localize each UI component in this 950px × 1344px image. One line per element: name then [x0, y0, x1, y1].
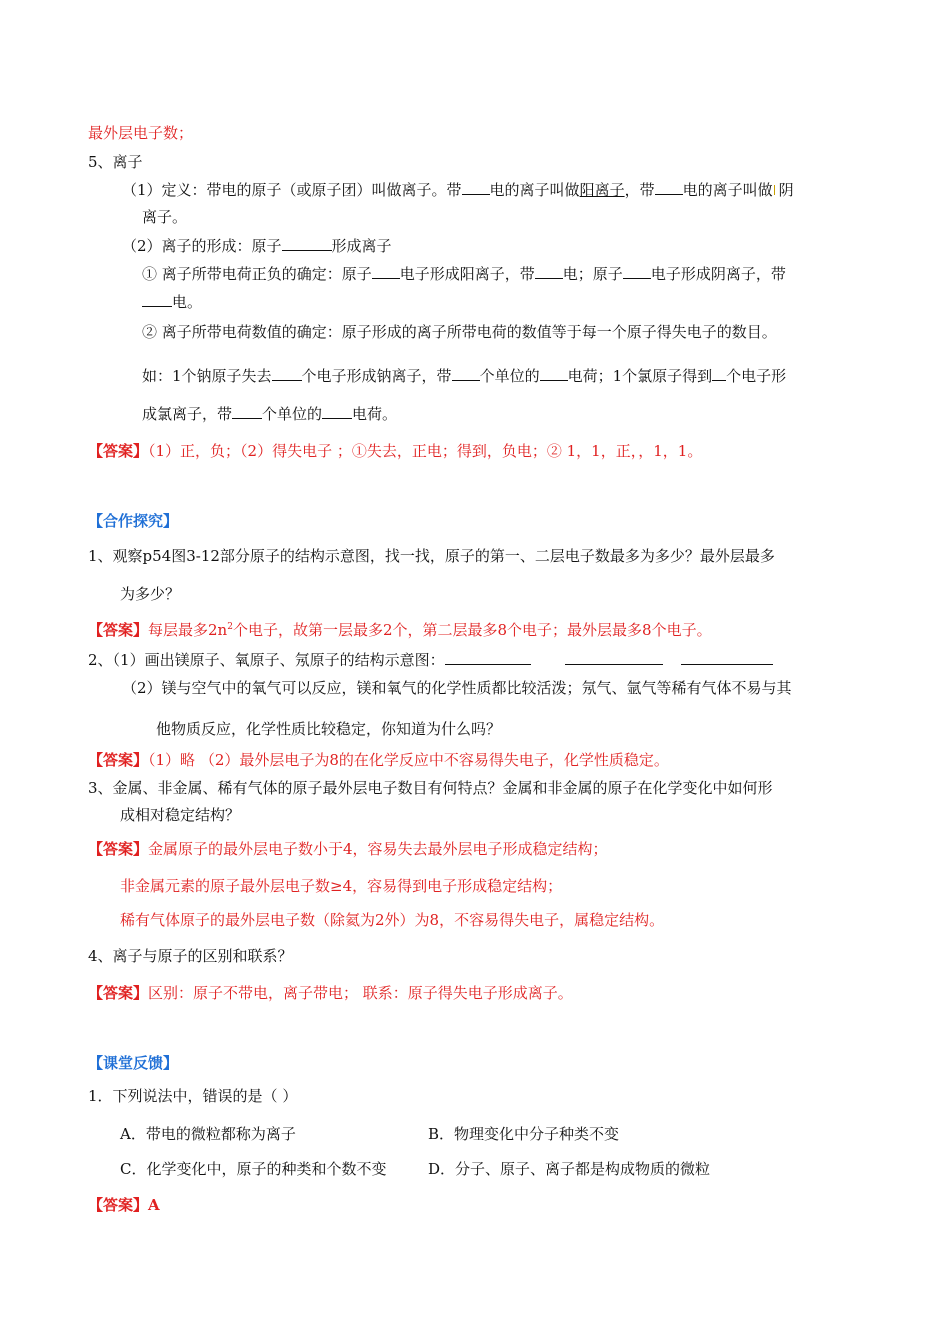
example-text-a: 如：1个钠原子失去 [142, 367, 272, 385]
option-b: B．物理变化中分子种类不变 [428, 1125, 620, 1143]
answer-tag: 【答案】 [88, 621, 149, 639]
cation-term: 阳离子 [579, 181, 625, 199]
example-line-1 [142, 366, 786, 386]
example-line-2 [142, 404, 397, 424]
blank [272, 366, 302, 381]
definition-text-b: 电的离子叫做 [489, 181, 580, 199]
option-d: D．分子、原子、离子都是构成物质的微粒 [428, 1160, 711, 1178]
point-1-text-b: 电子形成阳离子，带 [399, 265, 535, 283]
example2-text-c: 电荷。 [352, 405, 398, 423]
explore-a4-line [88, 983, 573, 1003]
blank [452, 366, 480, 381]
explore-q2-2-cont: 他物质反应，化学性质比较稳定，你知道为什么吗？ [156, 720, 502, 738]
explore-a2-line [88, 750, 669, 770]
blank [540, 366, 568, 381]
explore-a3-3: 稀有气体原子的最外层电子数（除氦为2外）为8，不容易得失电子，属稳定结构。 [120, 911, 665, 929]
answer-5-line [88, 441, 702, 461]
explore-q2-1: 2、（1）画出镁原子、氧原子、氖原子的结构示意图： [88, 651, 445, 669]
explore-a1-pre: 每层最多2n [148, 621, 228, 639]
definition-text-e: 阴 [778, 181, 794, 199]
explore-a3-line-1 [88, 839, 608, 859]
answer-tag: 【答案】 [88, 984, 149, 1002]
definition-line [122, 180, 794, 200]
explore-q1: 1、观察p54图3-12部分原子的结构示意图，找一找，原子的第一、二层电子数最多为多少？最外层最多 [88, 547, 775, 565]
formation-line [122, 236, 392, 256]
blank [462, 180, 490, 195]
answer-tag: 【答案】 [88, 442, 149, 460]
point-1-line [142, 264, 786, 284]
example-text-c: 个单位的 [479, 367, 540, 385]
answer-tag: 【答案】 [88, 751, 149, 769]
example-text-d: 电荷；1个氯原子得到 [567, 367, 713, 385]
feedback-q1: 1．下列说法中，错误的是（ ） [88, 1087, 298, 1105]
blank [282, 236, 332, 251]
blank [565, 650, 663, 665]
answer-tag: 【答案】 [88, 840, 149, 858]
point-1-text-d: 电子形成阴离子，带 [650, 265, 786, 283]
definition-text-d: 电的离子叫做 [682, 181, 773, 199]
point-2-line: ② 离子所带电荷数值的确定：原子形成的离子所带电荷的数值等于每一个原子得失电子的数目。 [142, 323, 777, 341]
blank [535, 264, 563, 279]
point-1-cont-line [142, 292, 202, 312]
answer-tag: 【答案】 [88, 1196, 149, 1214]
point-1-text-a: ① 离子所带电荷正负的确定：原子 [142, 265, 372, 283]
formation-text-b: 形成离子 [331, 237, 392, 255]
example-text-b: 个电子形成钠离子，带 [301, 367, 452, 385]
blank [142, 292, 172, 307]
explore-a1-line [88, 620, 712, 640]
explore-q2-2: （2）镁与空气中的氧气可以反应，镁和氧气的化学性质都比较活泼；氖气、氩气等稀有气体不易与其 [122, 679, 792, 697]
section-5-title: 5、离子 [88, 153, 143, 171]
explore-q4: 4、离子与原子的区别和联系？ [88, 947, 293, 965]
feedback-heading: 【课堂反馈】 [88, 1054, 179, 1072]
explore-a3-2: 非金属元素的原子最外层电子数≥4，容易得到电子形成稳定结构； [120, 877, 563, 895]
definition-text-c: ，带 [624, 181, 655, 199]
exponent: 2 [227, 622, 233, 632]
explore-a4: 区别：原子不带电，离子带电； 联系：原子得失电子形成离子。 [148, 984, 573, 1002]
blank [623, 264, 651, 279]
example2-text-a: 成氯离子，带 [142, 405, 233, 423]
blank [322, 404, 352, 419]
blank [445, 650, 531, 665]
explore-heading: 【合作探究】 [88, 512, 179, 530]
feedback-answer: A [148, 1196, 160, 1214]
example-text-e: 个电子形 [726, 367, 787, 385]
example2-text-b: 个单位的 [262, 405, 323, 423]
blank [681, 650, 773, 665]
explore-a3-1: 金属原子的最外层电子数小于4，容易失去最外层电子形成稳定结构； [148, 840, 608, 858]
feedback-answer-line [88, 1195, 160, 1215]
explore-a1-post: 个电子，故第一层最多2个，第二层最多8个电子；最外层最多8个电子。 [232, 621, 712, 639]
blank [372, 264, 400, 279]
point-1-cont: 电。 [172, 293, 203, 311]
explore-q1-cont: 为多少？ [120, 585, 181, 603]
explore-a2: （1）略 （2）最外层电子为8的在化学反应中不容易得失电子，化学性质稳定。 [148, 751, 669, 769]
option-a: A．带电的微粒都称为离子 [120, 1125, 296, 1143]
definition-cont: 离子。 [142, 208, 188, 226]
definition-text-a: （1）定义：带电的原子（或原子团）叫做离子。带 [122, 181, 462, 199]
point-1-text-c: 电；原子 [562, 265, 623, 283]
explore-q3-cont: 成相对稳定结构？ [120, 806, 241, 824]
formation-text-a: （2）离子的形成：原子 [122, 237, 282, 255]
intro-tail: 最外层电子数； [88, 124, 194, 142]
answer-5-text: （1）正，负；（2）得失电子 ；①失去，正电；得到，负电；② 1，1，正，，1，1。 [148, 442, 703, 460]
blank [655, 180, 683, 195]
explore-q2-1-line [88, 650, 773, 670]
option-c: C．化学变化中，原子的种类和个数不变 [120, 1160, 387, 1178]
blank [232, 404, 262, 419]
blank [712, 366, 726, 381]
explore-q3: 3、金属、非金属、稀有气体的原子最外层电子数目有何特点？金属和非金属的原子在化学变化中如何形 [88, 779, 773, 797]
